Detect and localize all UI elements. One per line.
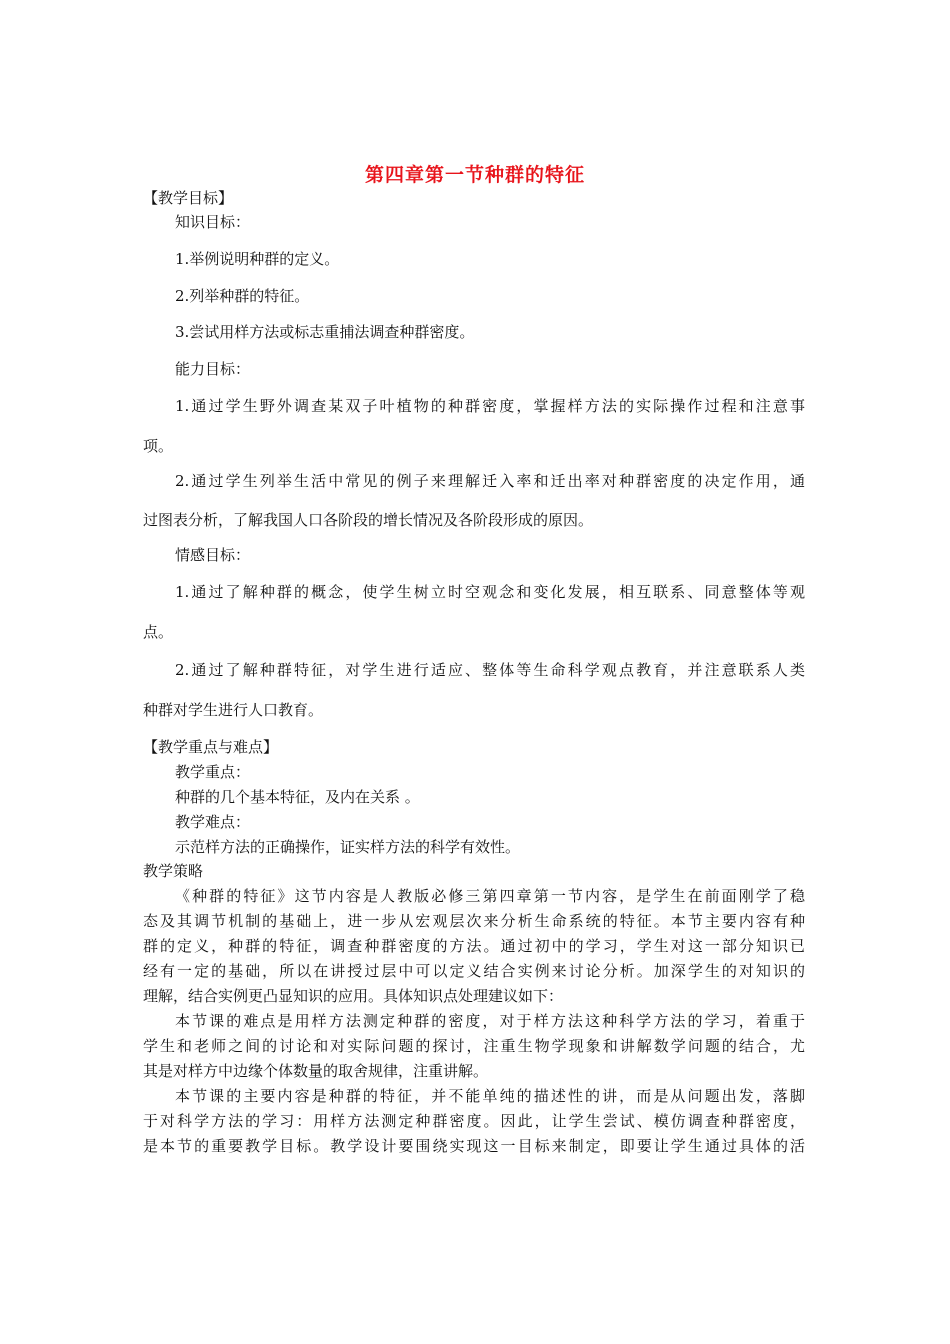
difficulty-text: 示范样方法的正确操作，证实样方法的科学有效性。 [175, 838, 521, 856]
knowledge-item: 1.举例说明种群的定义。 [175, 250, 340, 268]
knowledge-item: 2.列举种群的特征。 [175, 287, 310, 305]
paragraph-line: 理解，结合实例更凸显知识的应用。具体知识点处理建议如下： [143, 987, 564, 1005]
emotion-item-2-line: 种群对学生进行人口教育。 [143, 701, 324, 719]
paragraph-line: 是本节的重要教学目标。教学设计要围绕实现这一目标来制定，即要让学生通过具体的活 [143, 1137, 805, 1155]
emotion-item-2-line: 2.通过了解种群特征，对学生进行适应、整体等生命科学观点教育，并注意联系人类 [175, 661, 805, 679]
paragraph-line: 态及其调节机制的基础上，进一步从宏观层次来分析生命系统的特征。本节主要内容有种 [143, 912, 805, 930]
paragraph-line: 本节课的主要内容是种群的特征，并不能单纯的描述性的讲，而是从问题出发，落脚 [175, 1087, 805, 1105]
knowledge-heading: 知识目标： [175, 213, 251, 231]
ability-heading: 能力目标： [175, 360, 251, 378]
ability-item-1-line: 1.通过学生野外调查某双子叶植物的种群密度，掌握样方法的实际操作过程和注意事 [175, 397, 805, 415]
paragraph-line: 学生和老师之间的讨论和对实际问题的探讨，注重生物学现象和讲解数学问题的结合，尤 [143, 1037, 805, 1055]
document-title: 第四章第一节种群的特征 [364, 164, 585, 186]
emotion-item-1-line: 1.通过了解种群的概念，使学生树立时空观念和变化发展，相互联系、同意整体等观 [175, 583, 805, 601]
paragraph-line: 其是对样方中边缘个体数量的取舍规律，注重讲解。 [143, 1062, 489, 1080]
difficulty-label: 教学难点： [175, 813, 251, 831]
emotion-heading: 情感目标： [175, 546, 251, 564]
knowledge-item: 3.尝试用样方法或标志重捕法调查种群密度。 [175, 323, 475, 341]
emotion-item-1-line: 点。 [143, 623, 174, 641]
key-point-text: 种群的几个基本特征，及内在关系 。 [175, 788, 420, 806]
ability-item-2-line: 2.通过学生列举生活中常见的例子来理解迁入率和迁出率对种群密度的决定作用，通 [175, 472, 805, 490]
ability-item-2-line: 过图表分析，了解我国人口各阶段的增长情况及各阶段形成的原因。 [143, 511, 594, 529]
ability-item-1-line: 项。 [143, 437, 174, 455]
paragraph-line: 于对科学方法的学习：用样方法测定种群密度。因此，让学生尝试、模仿调查种群密度， [143, 1112, 805, 1130]
strategy-heading: 教学策略 [143, 862, 204, 880]
paragraph-line: 群的定义，种群的特征，调查种群密度的方法。通过初中的学习，学生对这一部分知识已 [143, 937, 805, 955]
paragraph-line: 《种群的特征》这节内容是人教版必修三第四章第一节内容，是学生在前面刚学了稳 [175, 887, 805, 905]
objectives-heading: 【教学目标】 [143, 189, 234, 207]
key-difficulty-heading: 【教学重点与难点】 [143, 738, 279, 756]
paragraph-line: 经有一定的基础，所以在讲授过层中可以定义结合实例来讨论分析。加深学生的对知识的 [143, 962, 805, 980]
key-point-label: 教学重点： [175, 763, 251, 781]
paragraph-line: 本节课的难点是用样方法测定种群的密度，对于样方法这种科学方法的学习，着重于 [175, 1012, 805, 1030]
